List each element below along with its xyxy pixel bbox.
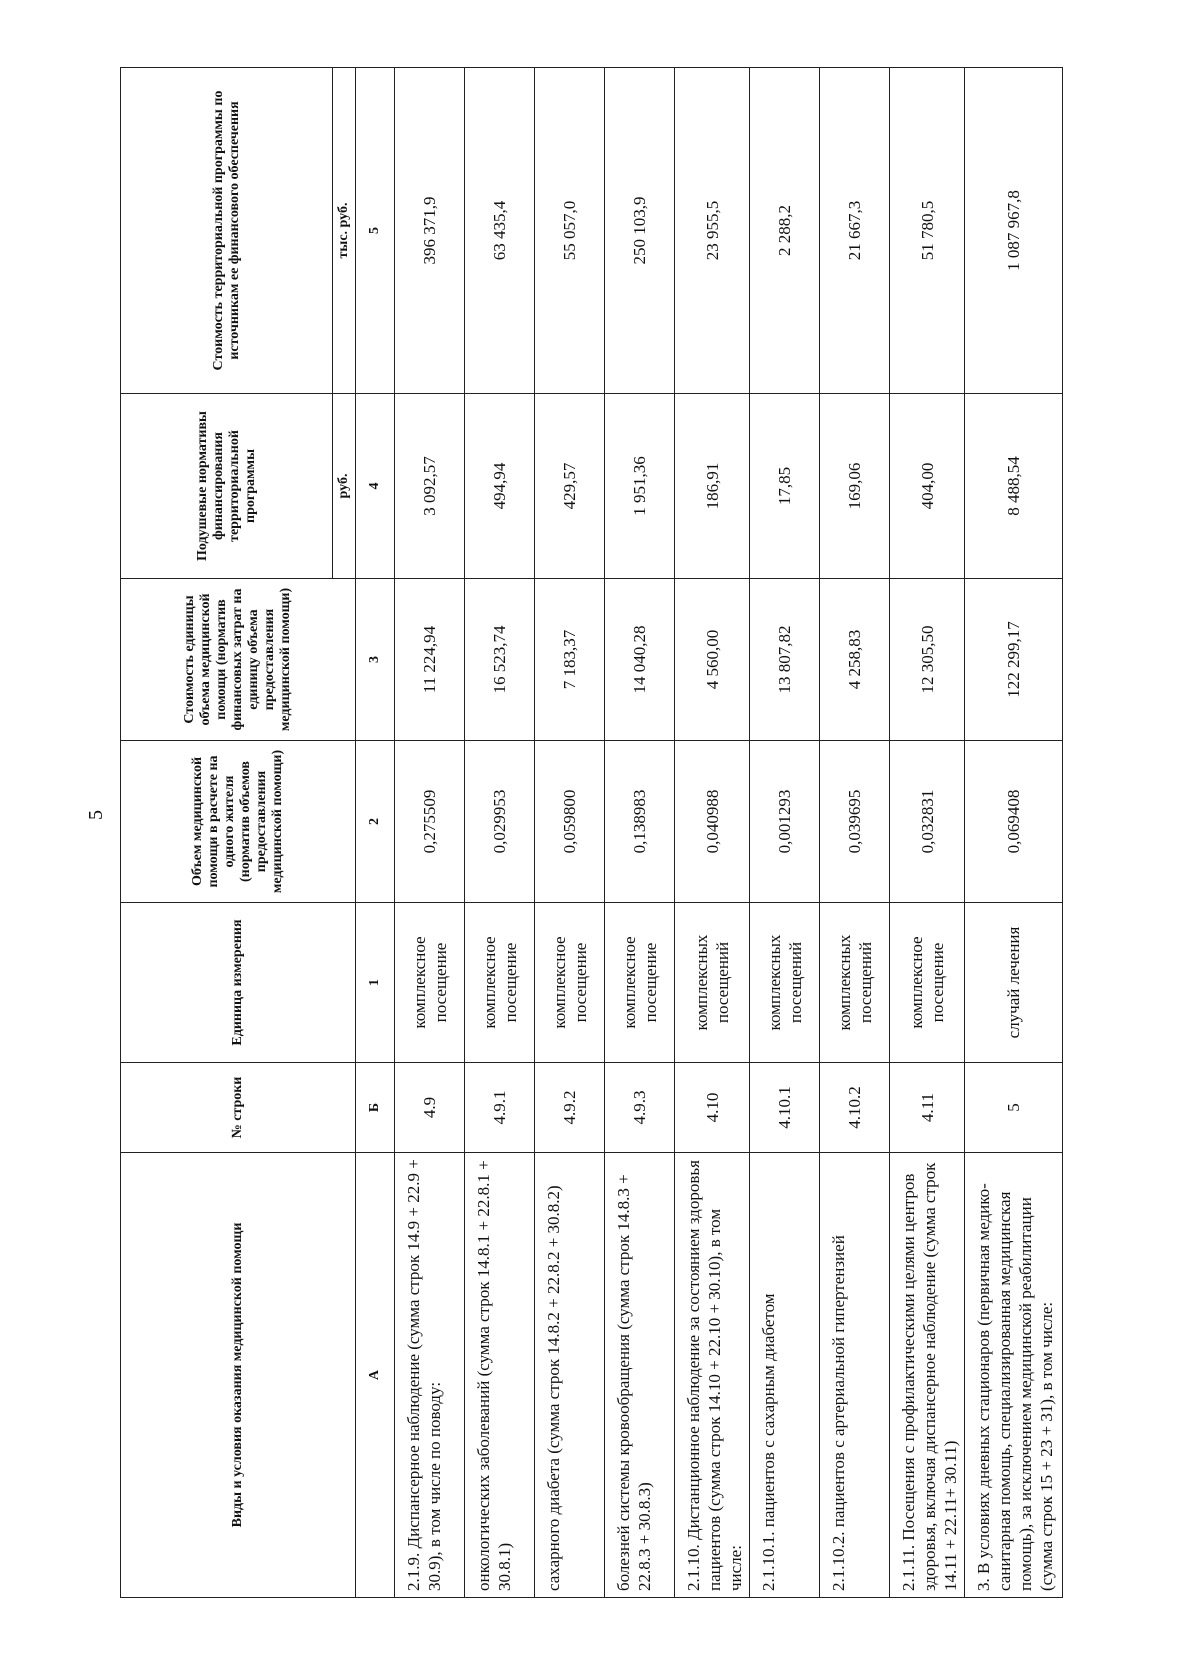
line-number-cell: 4.10.2 (820, 1063, 890, 1153)
header-row (121, 68, 333, 1598)
volume-cell: 0,275509 (395, 741, 465, 903)
line-number-cell: 4.10.1 (750, 1063, 820, 1153)
total-cost-cell: 250 103,9 (605, 68, 675, 394)
total-cost-cell: 21 667,3 (820, 68, 890, 394)
table-row (465, 68, 535, 1598)
unit-cost-cell: 4 258,83 (820, 579, 890, 741)
header-cell: Единица измерения (121, 903, 356, 1063)
volume-cell: 0,029953 (465, 741, 535, 903)
total-cost-cell: 51 780,5 (890, 68, 965, 394)
volume-cell: 0,138983 (605, 741, 675, 903)
table-row (890, 68, 965, 1598)
care-type-cell: онкологических заболеваний (сумма строк 14.8.1 + 22.8.1 + 30.8.1) (465, 1153, 535, 1598)
unit-cost-cell: 14 040,28 (605, 579, 675, 741)
medical-care-table (120, 67, 1063, 1598)
table-row (605, 68, 675, 1598)
volume-cell: 0,059800 (535, 741, 605, 903)
unit-cell: тыс. руб. (333, 68, 356, 394)
table-row (535, 68, 605, 1598)
unit-cost-cell: 16 523,74 (465, 579, 535, 741)
per-capita-cell: 17,85 (750, 394, 820, 579)
header-cell: № строки (121, 1063, 356, 1153)
rotated-table-container (120, 68, 1056, 1598)
care-type-cell: 2.1.10.1. пациентов с сахарным диабетом (750, 1153, 820, 1598)
header-cell: Виды и условия оказания медицинской помощи (121, 1153, 356, 1598)
line-number-cell: 5 (965, 1063, 1063, 1153)
per-capita-cell: 1 951,36 (605, 394, 675, 579)
unit-cost-cell: 12 305,50 (890, 579, 965, 741)
per-capita-cell: 3 092,57 (395, 394, 465, 579)
page-number: 5 (85, 810, 107, 820)
line-number-cell: 4.9 (395, 1063, 465, 1153)
care-type-cell: 2.1.10. Дистанционное наблюдение за состоянием здоровья пациентов (сумма строк 14.10 + 22.10 + 30.10), в том числе: (675, 1153, 750, 1598)
total-cost-cell: 63 435,4 (465, 68, 535, 394)
unit-cost-cell: 11 224,94 (395, 579, 465, 741)
unit-of-measure-cell: комплексных посещений (750, 903, 820, 1063)
unit-cost-cell: 13 807,82 (750, 579, 820, 741)
per-capita-cell: 404,00 (890, 394, 965, 579)
total-cost-cell: 396 371,9 (395, 68, 465, 394)
column-number: 4 (356, 394, 395, 579)
per-capita-cell: 169,06 (820, 394, 890, 579)
per-capita-cell: 494,94 (465, 394, 535, 579)
line-number-cell: 4.9.2 (535, 1063, 605, 1153)
header-cell: Подушевые нормативы финансирования территориальной программы (121, 394, 333, 579)
unit-cost-cell: 7 183,37 (535, 579, 605, 741)
unit-cost-cell: 4 560,00 (675, 579, 750, 741)
column-number: А (356, 1153, 395, 1598)
header-cell: Стоимость территориальной программы по источникам ее финансового обеспечения (121, 68, 333, 394)
unit-of-measure-cell: комплексное посещение (395, 903, 465, 1063)
table-row (820, 68, 890, 1598)
column-number: 5 (356, 68, 395, 394)
unit-of-measure-cell: комплексное посещение (605, 903, 675, 1063)
unit-cell: руб. (333, 394, 356, 579)
per-capita-cell: 8 488,54 (965, 394, 1063, 579)
total-cost-cell: 1 087 967,8 (965, 68, 1063, 394)
volume-cell: 0,001293 (750, 741, 820, 903)
total-cost-cell: 2 288,2 (750, 68, 820, 394)
total-cost-cell: 55 057,0 (535, 68, 605, 394)
unit-of-measure-cell: комплексных посещений (675, 903, 750, 1063)
volume-cell: 0,032831 (890, 741, 965, 903)
total-cost-cell: 23 955,5 (675, 68, 750, 394)
table-row (675, 68, 750, 1598)
per-capita-cell: 186,91 (675, 394, 750, 579)
per-capita-cell: 429,57 (535, 394, 605, 579)
table-row (750, 68, 820, 1598)
line-number-cell: 4.9.1 (465, 1063, 535, 1153)
volume-cell: 0,040988 (675, 741, 750, 903)
column-number: 3 (356, 579, 395, 741)
care-type-cell: 3. В условиях дневных стационаров (первичная медико-санитарная помощь, специализированная медицинская помощь), за исключением медицинской реабилитации (сумма строк 15 + 23 + 31), в том числе: (965, 1153, 1063, 1598)
care-type-cell: 2.1.9. Диспансерное наблюдение (сумма строк 14.9 + 22.9 + 30.9), в том числе по поводу: (395, 1153, 465, 1598)
care-type-cell: 2.1.10.2. пациентов с артериальной гипертензией (820, 1153, 890, 1598)
volume-cell: 0,039695 (820, 741, 890, 903)
volume-cell: 0,069408 (965, 741, 1063, 903)
column-number-row (356, 68, 395, 1598)
unit-of-measure-cell: случай лечения (965, 903, 1063, 1063)
unit-cost-cell: 122 299,17 (965, 579, 1063, 741)
unit-of-measure-cell: комплексное посещение (465, 903, 535, 1063)
line-number-cell: 4.10 (675, 1063, 750, 1153)
column-number: Б (356, 1063, 395, 1153)
care-type-cell: болезней системы кровообращения (сумма строк 14.8.3 + 22.8.3 + 30.8.3) (605, 1153, 675, 1598)
header-cell: Объем медицинской помощи в расчете на одного жителя (норматив объемов предоставления медицинской помощи) (121, 741, 356, 903)
unit-of-measure-cell: комплексных посещений (820, 903, 890, 1063)
line-number-cell: 4.9.3 (605, 1063, 675, 1153)
column-number: 2 (356, 741, 395, 903)
care-type-cell: 2.1.11. Посещения с профилактическими целями центров здоровья, включая диспансерное наблюдение (сумма строк 14.11 + 22.11+ 30.11) (890, 1153, 965, 1598)
care-type-cell: сахарного диабета (сумма строк 14.8.2 + 22.8.2 + 30.8.2) (535, 1153, 605, 1598)
table-row (965, 68, 1063, 1598)
unit-of-measure-cell: комплексное посещение (890, 903, 965, 1063)
table-row (395, 68, 465, 1598)
unit-of-measure-cell: комплексное посещение (535, 903, 605, 1063)
header-cell: Стоимость единицы объема медицинской помощи (норматив финансовых затрат на единицу объема предоставления медицинской помощи) (121, 579, 356, 741)
line-number-cell: 4.11 (890, 1063, 965, 1153)
column-number: 1 (356, 903, 395, 1063)
